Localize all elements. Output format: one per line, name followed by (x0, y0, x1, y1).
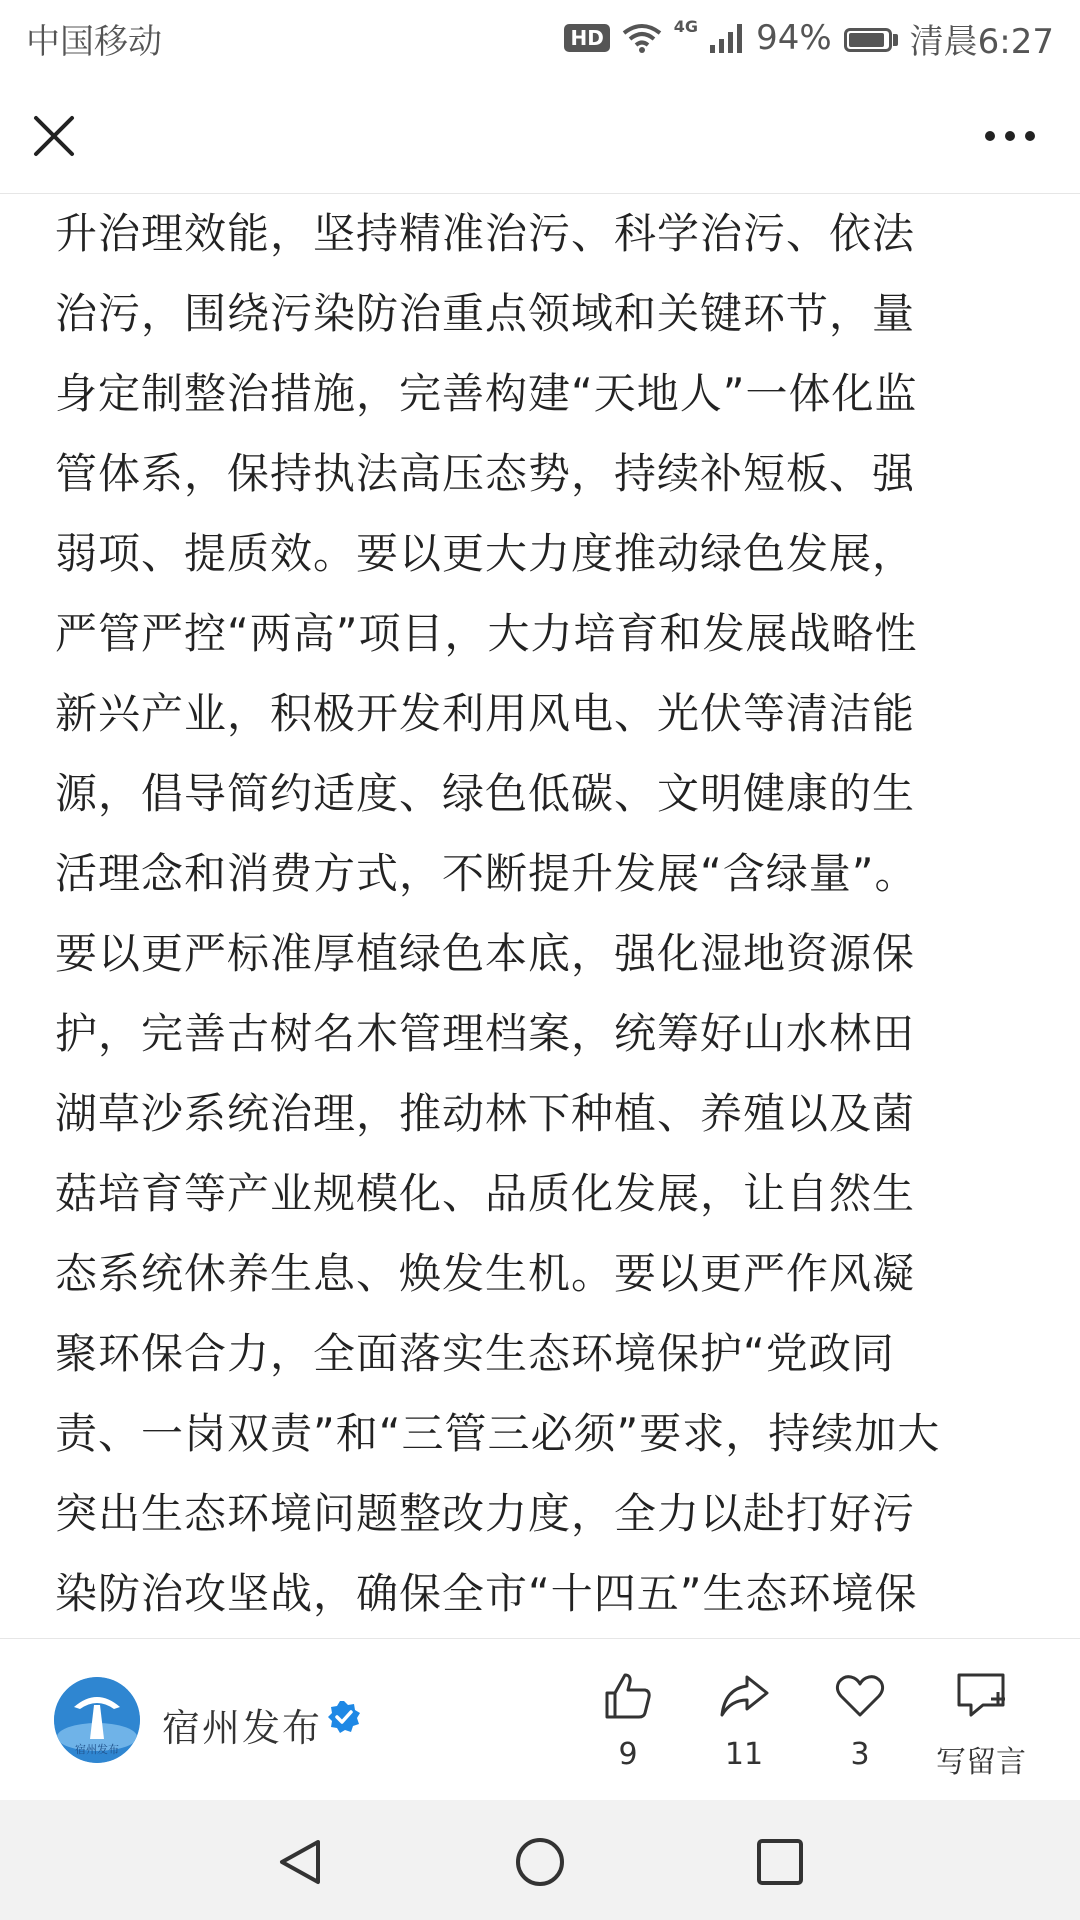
write-comment-button[interactable] (916, 1669, 1046, 1781)
article-line: 责、一岗双责”和“三管三必须”要求，持续加大 (55, 1409, 941, 1458)
share-arrow-icon (717, 1669, 771, 1723)
article-line: 弱项、提质效。要以更大力度推动绿色发展， (55, 529, 916, 578)
article-line: 源，倡导简约适度、绿色低碳、文明健康的生 (55, 769, 916, 818)
close-icon[interactable] (28, 110, 80, 162)
thumbs-up-icon (601, 1669, 655, 1723)
wifi-icon (622, 22, 662, 54)
battery-percent: 94% (756, 18, 832, 58)
account-name[interactable]: 宿州发布 (162, 1706, 323, 1750)
top-nav-bar (0, 76, 1080, 194)
battery-fill (849, 33, 885, 47)
article-text (55, 194, 1015, 1634)
bottom-action-bar (0, 1638, 1080, 1800)
heart-icon (833, 1669, 887, 1723)
article-line: 菇培育等产业规模化、品质化发展，让自然生 (55, 1169, 916, 1218)
article-line: 要以更严标准厚植绿色本底，强化湿地资源保 (55, 929, 916, 978)
article-line: 严管严控“两高”项目，大力培育和发展战略性 (55, 609, 918, 658)
carrier-label: 中国移动 (26, 21, 162, 62)
article-body[interactable] (0, 194, 1080, 1638)
comment-add-icon (953, 1669, 1009, 1723)
article-line: 聚环保合力，全面落实生态环境保护“党政同 (55, 1329, 895, 1378)
hd-badge: HD (564, 24, 609, 52)
network-type: 4G (673, 16, 699, 36)
home-circle-icon[interactable] (514, 1836, 566, 1888)
like-button[interactable] (568, 1669, 688, 1772)
article-line: 护，完善古树名木管理档案，统筹好山水林田 (55, 1009, 916, 1058)
like-count: 9 (618, 1737, 638, 1772)
article-line: 升治理效能，坚持精准治污、科学治污、依法 (55, 209, 916, 258)
article-line: 身定制整治措施，完善构建“天地人”一体化监 (55, 369, 918, 418)
favorite-count: 3 (850, 1737, 870, 1772)
share-count: 11 (724, 1737, 764, 1772)
article-line: 染防治攻坚战，确保全市“十四五”生态环境保 (55, 1569, 918, 1618)
account-avatar[interactable] (54, 1677, 140, 1763)
share-button[interactable] (684, 1669, 804, 1772)
back-triangle-icon[interactable] (274, 1836, 326, 1888)
more-options-icon[interactable] (980, 116, 1040, 156)
logo-icon (54, 1677, 140, 1763)
verified-badge-icon (326, 1699, 362, 1735)
favorite-button[interactable] (800, 1669, 920, 1772)
article-line: 活理念和消费方式，不断提升发展“含绿量”。 (55, 849, 918, 898)
status-icons (564, 14, 1054, 63)
article-line: 新兴产业，积极开发利用风电、光伏等清洁能 (55, 689, 916, 738)
system-navigation-bar (0, 1800, 1080, 1920)
avatar-text: 宿州发布 (75, 1743, 119, 1756)
recents-square-icon[interactable] (754, 1836, 806, 1888)
article-line: 湖草沙系统治理，推动林下种植、养殖以及菌 (55, 1089, 916, 1138)
battery-icon (844, 18, 898, 58)
write-comment-label: 写留言 (936, 1745, 1026, 1780)
article-line: 管体系，保持执法高压态势，持续补短板、强 (55, 449, 916, 498)
status-bar (0, 0, 1080, 76)
signal-icon (710, 23, 744, 53)
clock: 清晨6:27 (909, 21, 1054, 62)
article-line: 突出生态环境问题整改力度，全力以赴打好污 (55, 1489, 916, 1538)
article-line: 态系统休养生息、焕发生机。要以更严作风凝 (55, 1249, 916, 1298)
article-line: 治污，围绕污染防治重点领域和关键环节，量 (55, 289, 916, 338)
